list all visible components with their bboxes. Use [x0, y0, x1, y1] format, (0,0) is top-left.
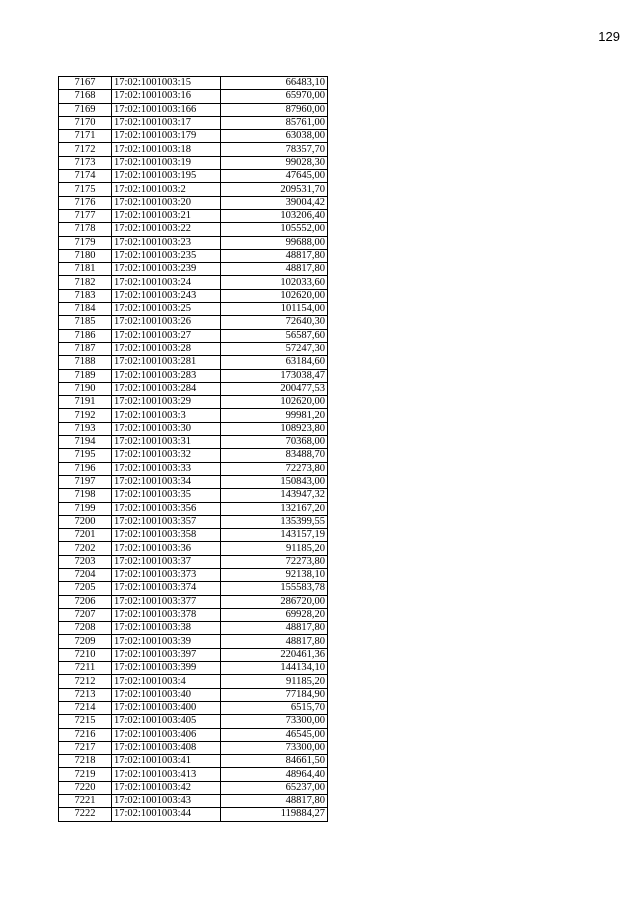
- table-row: [59, 768, 328, 781]
- cadastral-number-cell: 17:02:1001003:26: [112, 316, 221, 329]
- table-row: [59, 662, 328, 675]
- table-row: [59, 249, 328, 262]
- cadastral-number-cell: 17:02:1001003:29: [112, 396, 221, 409]
- table-row: [59, 196, 328, 209]
- row-number-cell: 7170: [59, 116, 112, 129]
- cadastral-number-cell: 17:02:1001003:413: [112, 768, 221, 781]
- table-row: [59, 130, 328, 143]
- cadastral-number-cell: 17:02:1001003:23: [112, 236, 221, 249]
- row-number-cell: 7171: [59, 130, 112, 143]
- row-number-cell: 7199: [59, 502, 112, 515]
- value-cell: 173038,47: [221, 369, 328, 382]
- table-row: [59, 356, 328, 369]
- value-cell: 63184,60: [221, 356, 328, 369]
- value-cell: 99688,00: [221, 236, 328, 249]
- row-number-cell: 7206: [59, 595, 112, 608]
- cadastral-number-cell: 17:02:1001003:195: [112, 170, 221, 183]
- value-cell: 150843,00: [221, 475, 328, 488]
- value-cell: 46545,00: [221, 728, 328, 741]
- value-cell: 220461,36: [221, 648, 328, 661]
- cadastral-number-cell: 17:02:1001003:43: [112, 795, 221, 808]
- table-row: [59, 622, 328, 635]
- row-number-cell: 7219: [59, 768, 112, 781]
- row-number-cell: 7200: [59, 515, 112, 528]
- cadastral-number-cell: 17:02:1001003:21: [112, 209, 221, 222]
- row-number-cell: 7201: [59, 529, 112, 542]
- table-row: [59, 316, 328, 329]
- row-number-cell: 7204: [59, 568, 112, 581]
- row-number-cell: 7221: [59, 795, 112, 808]
- table-row: [59, 382, 328, 395]
- table-row: [59, 183, 328, 196]
- row-number-cell: 7189: [59, 369, 112, 382]
- table-row: [59, 90, 328, 103]
- table-row: [59, 223, 328, 236]
- row-number-cell: 7186: [59, 329, 112, 342]
- table-row: [59, 342, 328, 355]
- value-cell: 65237,00: [221, 781, 328, 794]
- row-number-cell: 7215: [59, 715, 112, 728]
- value-cell: 119884,27: [221, 808, 328, 821]
- table-row: [59, 728, 328, 741]
- value-cell: 91185,20: [221, 542, 328, 555]
- row-number-cell: 7180: [59, 249, 112, 262]
- table-row: [59, 595, 328, 608]
- row-number-cell: 7178: [59, 223, 112, 236]
- table-row: [59, 688, 328, 701]
- value-cell: 92138,10: [221, 568, 328, 581]
- value-cell: 47645,00: [221, 170, 328, 183]
- row-number-cell: 7181: [59, 263, 112, 276]
- table-row: [59, 529, 328, 542]
- value-cell: 143157,19: [221, 529, 328, 542]
- value-cell: 155583,78: [221, 582, 328, 595]
- table-row: [59, 675, 328, 688]
- cadastral-number-cell: 17:02:1001003:378: [112, 608, 221, 621]
- row-number-cell: 7174: [59, 170, 112, 183]
- value-cell: 39004,42: [221, 196, 328, 209]
- row-number-cell: 7173: [59, 156, 112, 169]
- row-number-cell: 7169: [59, 103, 112, 116]
- value-cell: 48964,40: [221, 768, 328, 781]
- cadastral-number-cell: 17:02:1001003:32: [112, 449, 221, 462]
- value-cell: 72640,30: [221, 316, 328, 329]
- value-cell: 65970,00: [221, 90, 328, 103]
- table-row: [59, 781, 328, 794]
- row-number-cell: 7194: [59, 436, 112, 449]
- row-number-cell: 7205: [59, 582, 112, 595]
- cadastral-number-cell: 17:02:1001003:283: [112, 369, 221, 382]
- table-row: [59, 329, 328, 342]
- table-row: [59, 741, 328, 754]
- table-row: [59, 555, 328, 568]
- row-number-cell: 7208: [59, 622, 112, 635]
- table-row: [59, 116, 328, 129]
- value-cell: 78357,70: [221, 143, 328, 156]
- row-number-cell: 7167: [59, 77, 112, 90]
- row-number-cell: 7195: [59, 449, 112, 462]
- cadastral-number-cell: 17:02:1001003:20: [112, 196, 221, 209]
- row-number-cell: 7172: [59, 143, 112, 156]
- table-row: [59, 436, 328, 449]
- value-cell: 73300,00: [221, 715, 328, 728]
- table-row: [59, 409, 328, 422]
- value-cell: 87960,00: [221, 103, 328, 116]
- row-number-cell: 7176: [59, 196, 112, 209]
- cadastral-number-cell: 17:02:1001003:40: [112, 688, 221, 701]
- value-cell: 84661,50: [221, 755, 328, 768]
- page-number: 129: [598, 29, 620, 44]
- row-number-cell: 7193: [59, 422, 112, 435]
- cadastral-number-cell: 17:02:1001003:405: [112, 715, 221, 728]
- cadastral-number-cell: 17:02:1001003:37: [112, 555, 221, 568]
- row-number-cell: 7209: [59, 635, 112, 648]
- cadastral-number-cell: 17:02:1001003:22: [112, 223, 221, 236]
- value-cell: 72273,80: [221, 555, 328, 568]
- cadastral-number-cell: 17:02:1001003:166: [112, 103, 221, 116]
- value-cell: 144134,10: [221, 662, 328, 675]
- row-number-cell: 7188: [59, 356, 112, 369]
- table-row: [59, 795, 328, 808]
- value-cell: 143947,32: [221, 489, 328, 502]
- cadastral-number-cell: 17:02:1001003:38: [112, 622, 221, 635]
- value-cell: 286720,00: [221, 595, 328, 608]
- table-row: [59, 568, 328, 581]
- cadastral-number-cell: 17:02:1001003:281: [112, 356, 221, 369]
- cadastral-number-cell: 17:02:1001003:358: [112, 529, 221, 542]
- row-number-cell: 7196: [59, 462, 112, 475]
- value-cell: 108923,80: [221, 422, 328, 435]
- value-cell: 56587,60: [221, 329, 328, 342]
- cadastral-number-cell: 17:02:1001003:25: [112, 303, 221, 316]
- cadastral-number-cell: 17:02:1001003:24: [112, 276, 221, 289]
- cadastral-number-cell: 17:02:1001003:42: [112, 781, 221, 794]
- table-row: [59, 422, 328, 435]
- table-row: [59, 608, 328, 621]
- cadastral-number-cell: 17:02:1001003:4: [112, 675, 221, 688]
- cadastral-number-cell: 17:02:1001003:406: [112, 728, 221, 741]
- value-cell: 6515,70: [221, 701, 328, 714]
- value-cell: 102033,60: [221, 276, 328, 289]
- value-cell: 73300,00: [221, 741, 328, 754]
- table-row: [59, 209, 328, 222]
- value-cell: 70368,00: [221, 436, 328, 449]
- value-cell: 69928,20: [221, 608, 328, 621]
- cadastral-number-cell: 17:02:1001003:235: [112, 249, 221, 262]
- table-row: [59, 77, 328, 90]
- cadastral-number-cell: 17:02:1001003:33: [112, 462, 221, 475]
- value-cell: 105552,00: [221, 223, 328, 236]
- row-number-cell: 7179: [59, 236, 112, 249]
- cadastral-number-cell: 17:02:1001003:36: [112, 542, 221, 555]
- registry-table-body: [59, 77, 328, 822]
- row-number-cell: 7211: [59, 662, 112, 675]
- cadastral-number-cell: 17:02:1001003:17: [112, 116, 221, 129]
- value-cell: 209531,70: [221, 183, 328, 196]
- value-cell: 132167,20: [221, 502, 328, 515]
- value-cell: 101154,00: [221, 303, 328, 316]
- row-number-cell: 7198: [59, 489, 112, 502]
- cadastral-number-cell: 17:02:1001003:15: [112, 77, 221, 90]
- table-row: [59, 103, 328, 116]
- value-cell: 135399,55: [221, 515, 328, 528]
- row-number-cell: 7222: [59, 808, 112, 821]
- cadastral-number-cell: 17:02:1001003:399: [112, 662, 221, 675]
- value-cell: 99981,20: [221, 409, 328, 422]
- value-cell: 48817,80: [221, 249, 328, 262]
- table-row: [59, 449, 328, 462]
- cadastral-number-cell: 17:02:1001003:41: [112, 755, 221, 768]
- row-number-cell: 7192: [59, 409, 112, 422]
- cadastral-number-cell: 17:02:1001003:39: [112, 635, 221, 648]
- table-row: [59, 462, 328, 475]
- table-row: [59, 276, 328, 289]
- cadastral-number-cell: 17:02:1001003:28: [112, 342, 221, 355]
- value-cell: 57247,30: [221, 342, 328, 355]
- cadastral-number-cell: 17:02:1001003:408: [112, 741, 221, 754]
- row-number-cell: 7207: [59, 608, 112, 621]
- value-cell: 48817,80: [221, 263, 328, 276]
- cadastral-number-cell: 17:02:1001003:179: [112, 130, 221, 143]
- row-number-cell: 7212: [59, 675, 112, 688]
- table-row: [59, 755, 328, 768]
- row-number-cell: 7220: [59, 781, 112, 794]
- table-row: [59, 396, 328, 409]
- cadastral-number-cell: 17:02:1001003:34: [112, 475, 221, 488]
- row-number-cell: 7191: [59, 396, 112, 409]
- cadastral-number-cell: 17:02:1001003:373: [112, 568, 221, 581]
- table-row: [59, 236, 328, 249]
- row-number-cell: 7183: [59, 289, 112, 302]
- table-row: [59, 143, 328, 156]
- row-number-cell: 7213: [59, 688, 112, 701]
- cadastral-number-cell: 17:02:1001003:356: [112, 502, 221, 515]
- row-number-cell: 7175: [59, 183, 112, 196]
- table-row: [59, 715, 328, 728]
- registry-table: [58, 76, 328, 822]
- value-cell: 63038,00: [221, 130, 328, 143]
- row-number-cell: 7216: [59, 728, 112, 741]
- value-cell: 48817,80: [221, 622, 328, 635]
- cadastral-number-cell: 17:02:1001003:397: [112, 648, 221, 661]
- table-row: [59, 542, 328, 555]
- table-row: [59, 303, 328, 316]
- table-row: [59, 648, 328, 661]
- row-number-cell: 7168: [59, 90, 112, 103]
- cadastral-number-cell: 17:02:1001003:374: [112, 582, 221, 595]
- table-row: [59, 156, 328, 169]
- row-number-cell: 7202: [59, 542, 112, 555]
- row-number-cell: 7197: [59, 475, 112, 488]
- cadastral-number-cell: 17:02:1001003:2: [112, 183, 221, 196]
- cadastral-number-cell: 17:02:1001003:239: [112, 263, 221, 276]
- row-number-cell: 7185: [59, 316, 112, 329]
- value-cell: 77184,90: [221, 688, 328, 701]
- row-number-cell: 7182: [59, 276, 112, 289]
- cadastral-number-cell: 17:02:1001003:284: [112, 382, 221, 395]
- row-number-cell: 7190: [59, 382, 112, 395]
- row-number-cell: 7210: [59, 648, 112, 661]
- value-cell: 103206,40: [221, 209, 328, 222]
- table-row: [59, 582, 328, 595]
- value-cell: 66483,10: [221, 77, 328, 90]
- cadastral-number-cell: 17:02:1001003:18: [112, 143, 221, 156]
- value-cell: 102620,00: [221, 289, 328, 302]
- value-cell: 91185,20: [221, 675, 328, 688]
- value-cell: 72273,80: [221, 462, 328, 475]
- row-number-cell: 7217: [59, 741, 112, 754]
- cadastral-number-cell: 17:02:1001003:44: [112, 808, 221, 821]
- cadastral-number-cell: 17:02:1001003:377: [112, 595, 221, 608]
- row-number-cell: 7218: [59, 755, 112, 768]
- value-cell: 48817,80: [221, 795, 328, 808]
- value-cell: 102620,00: [221, 396, 328, 409]
- value-cell: 83488,70: [221, 449, 328, 462]
- row-number-cell: 7214: [59, 701, 112, 714]
- cadastral-number-cell: 17:02:1001003:3: [112, 409, 221, 422]
- cadastral-number-cell: 17:02:1001003:31: [112, 436, 221, 449]
- table-row: [59, 369, 328, 382]
- table-row: [59, 489, 328, 502]
- table-row: [59, 515, 328, 528]
- row-number-cell: 7187: [59, 342, 112, 355]
- table-row: [59, 475, 328, 488]
- cadastral-number-cell: 17:02:1001003:27: [112, 329, 221, 342]
- value-cell: 200477,53: [221, 382, 328, 395]
- cadastral-number-cell: 17:02:1001003:243: [112, 289, 221, 302]
- table-row: [59, 808, 328, 821]
- table-row: [59, 635, 328, 648]
- table-row: [59, 289, 328, 302]
- value-cell: 99028,30: [221, 156, 328, 169]
- cadastral-number-cell: 17:02:1001003:16: [112, 90, 221, 103]
- value-cell: 48817,80: [221, 635, 328, 648]
- row-number-cell: 7203: [59, 555, 112, 568]
- value-cell: 85761,00: [221, 116, 328, 129]
- row-number-cell: 7177: [59, 209, 112, 222]
- table-row: [59, 701, 328, 714]
- cadastral-number-cell: 17:02:1001003:35: [112, 489, 221, 502]
- cadastral-number-cell: 17:02:1001003:19: [112, 156, 221, 169]
- cadastral-number-cell: 17:02:1001003:357: [112, 515, 221, 528]
- table-row: [59, 170, 328, 183]
- table-row: [59, 263, 328, 276]
- table-row: [59, 502, 328, 515]
- row-number-cell: 7184: [59, 303, 112, 316]
- cadastral-number-cell: 17:02:1001003:400: [112, 701, 221, 714]
- cadastral-number-cell: 17:02:1001003:30: [112, 422, 221, 435]
